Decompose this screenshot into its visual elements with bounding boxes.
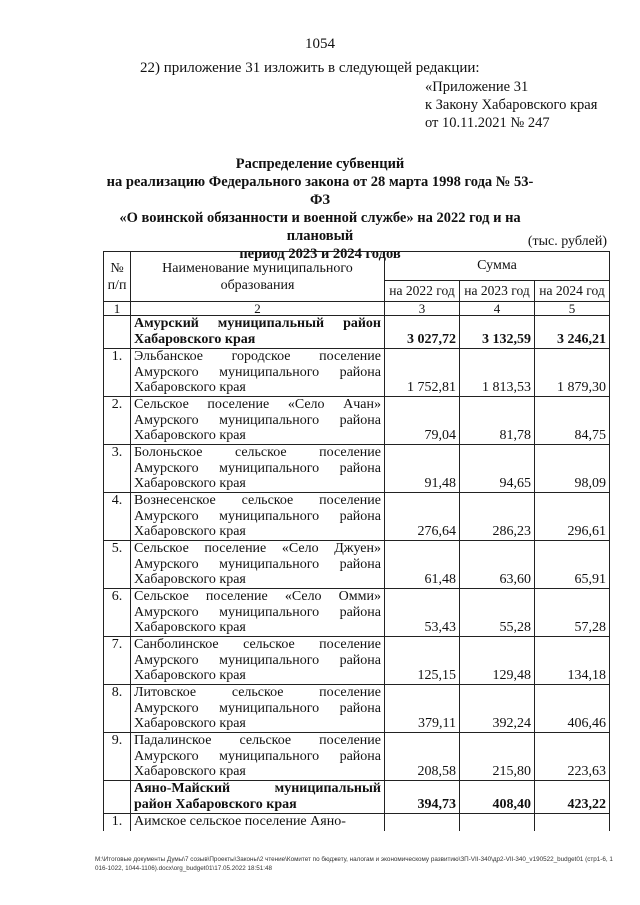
row-number: 3.: [104, 445, 131, 493]
row-value-2022: 1 752,81: [385, 349, 460, 397]
title-line-2: на реализацию Федерального закона от 28 марта 1998 года № 53-ФЗ: [106, 174, 534, 208]
amendment-intro: 22) приложение 31 изложить в следующей редакции:: [140, 60, 480, 76]
row-name: Сельское поселение «Село Ачан» Амурского муниципального района Хабаровского края: [131, 397, 385, 445]
row-value-2022: 379,11: [385, 685, 460, 733]
row-value-2024: 296,61: [535, 493, 610, 541]
column-number: 2: [131, 302, 385, 316]
row-value-2023: 1 813,53: [460, 349, 535, 397]
row-value-2024: 423,22: [535, 781, 610, 814]
row-name: Эльбанское городское поселение Амурского муниципального района Хабаровского края: [131, 349, 385, 397]
row-name: Сельское поселение «Село Омми» Амурского муниципального района Хабаровского края: [131, 589, 385, 637]
table-row: [104, 493, 610, 541]
row-value-2024: 57,28: [535, 589, 610, 637]
table-row-district: [104, 316, 610, 349]
row-name: Вознесенское сельское поселение Амурского муниципального района Хабаровского края: [131, 493, 385, 541]
row-value-2023: 392,24: [460, 685, 535, 733]
header-number: № п/п: [104, 252, 131, 302]
appendix-line-1: «Приложение 31: [425, 79, 529, 95]
row-value-2024: 223,63: [535, 733, 610, 781]
row-value-2023: 63,60: [460, 541, 535, 589]
table-row: [104, 397, 610, 445]
row-value-2022: 208,58: [385, 733, 460, 781]
table-row: [104, 733, 610, 781]
row-name: Болоньское сельское поселение Амурского муниципального района Хабаровского края: [131, 445, 385, 493]
row-number: 7.: [104, 637, 131, 685]
row-value-2024: 84,75: [535, 397, 610, 445]
row-number: 6.: [104, 589, 131, 637]
row-number: 5.: [104, 541, 131, 589]
row-value-2022: 394,73: [385, 781, 460, 814]
row-value-2024: 3 246,21: [535, 316, 610, 349]
table-row: [104, 445, 610, 493]
row-name: Аимское сельское поселение Аяно-: [131, 814, 385, 832]
table-row-district: [104, 781, 610, 814]
row-number: 8.: [104, 685, 131, 733]
row-name: Амурский муниципальный район Хабаровского края: [131, 316, 385, 349]
file-path-footer: М:\Итоговые документы Думы\7 созыв\Проекты\Законы\2 чтение\Комитет по бюджету, налогам и экономическому развитию\ЗП-VII-340\др2-VII-340_v190522_budget01 (стр1-6, 1016-1022, 1044-1106).docx\org_budget01\17.05.2022 18:51:48: [95, 856, 613, 872]
units-label: (тыс. рублей): [527, 234, 607, 249]
table-row: [104, 685, 610, 733]
row-value-2024: 1 879,30: [535, 349, 610, 397]
row-number: 4.: [104, 493, 131, 541]
row-value-2023: [460, 814, 535, 832]
row-number: 2.: [104, 397, 131, 445]
table-row: [104, 637, 610, 685]
row-value-2022: 79,04: [385, 397, 460, 445]
title-line-4: период 2023 и 2024 годов: [239, 246, 401, 262]
row-value-2024: [535, 814, 610, 832]
row-number: 1.: [104, 814, 131, 832]
row-number: 9.: [104, 733, 131, 781]
row-number: [104, 316, 131, 349]
row-value-2023: 215,80: [460, 733, 535, 781]
column-number: 4: [460, 302, 535, 316]
column-numbers-row: [104, 302, 610, 316]
row-value-2023: 408,40: [460, 781, 535, 814]
row-value-2022: 53,43: [385, 589, 460, 637]
row-value-2022: 125,15: [385, 637, 460, 685]
column-number: 3: [385, 302, 460, 316]
row-value-2022: 3 027,72: [385, 316, 460, 349]
row-value-2024: 65,91: [535, 541, 610, 589]
row-number: 1.: [104, 349, 131, 397]
row-value-2024: 98,09: [535, 445, 610, 493]
header-2023: на 2023 год: [460, 281, 535, 302]
row-value-2023: 286,23: [460, 493, 535, 541]
row-value-2023: 81,78: [460, 397, 535, 445]
column-number: 5: [535, 302, 610, 316]
row-value-2022: 276,64: [385, 493, 460, 541]
column-number: 1: [104, 302, 131, 316]
page-number: 1054: [305, 36, 335, 52]
table-row: [104, 814, 610, 832]
row-value-2023: 3 132,59: [460, 316, 535, 349]
header-2022: на 2022 год: [385, 281, 460, 302]
row-value-2024: 134,18: [535, 637, 610, 685]
table-row: [104, 349, 610, 397]
appendix-line-3: от 10.11.2021 № 247: [425, 115, 550, 131]
row-value-2022: [385, 814, 460, 832]
row-name: Литовское сельское поселение Амурского муниципального района Хабаровского края: [131, 685, 385, 733]
row-value-2024: 406,46: [535, 685, 610, 733]
row-name: Санболинское сельское поселение Амурского муниципального района Хабаровского края: [131, 637, 385, 685]
appendix-reference: [425, 78, 597, 132]
header-sum: Сумма: [385, 252, 610, 281]
row-name: Сельское поселение «Село Джуен» Амурского муниципального района Хабаровского края: [131, 541, 385, 589]
row-name: Падалинское сельское поселение Амурского муниципального района Хабаровского края: [131, 733, 385, 781]
row-value-2023: 55,28: [460, 589, 535, 637]
table-row: [104, 589, 610, 637]
row-value-2022: 91,48: [385, 445, 460, 493]
row-value-2023: 94,65: [460, 445, 535, 493]
table-row: [104, 541, 610, 589]
title-line-3: «О воинской обязанности и военной службе» на 2022 год и на плановый: [119, 210, 521, 244]
header-name: Наименование муниципального образования: [131, 252, 385, 302]
row-value-2023: 129,48: [460, 637, 535, 685]
row-number: [104, 781, 131, 814]
appendix-line-2: к Закону Хабаровского края: [425, 97, 598, 113]
document-title: [100, 155, 540, 263]
subvention-table: [103, 251, 610, 831]
header-2024: на 2024 год: [535, 281, 610, 302]
row-value-2022: 61,48: [385, 541, 460, 589]
row-name: Аяно-Майский муниципальный район Хабаровского края: [131, 781, 385, 814]
title-line-1: Распределение субвенций: [235, 156, 405, 172]
